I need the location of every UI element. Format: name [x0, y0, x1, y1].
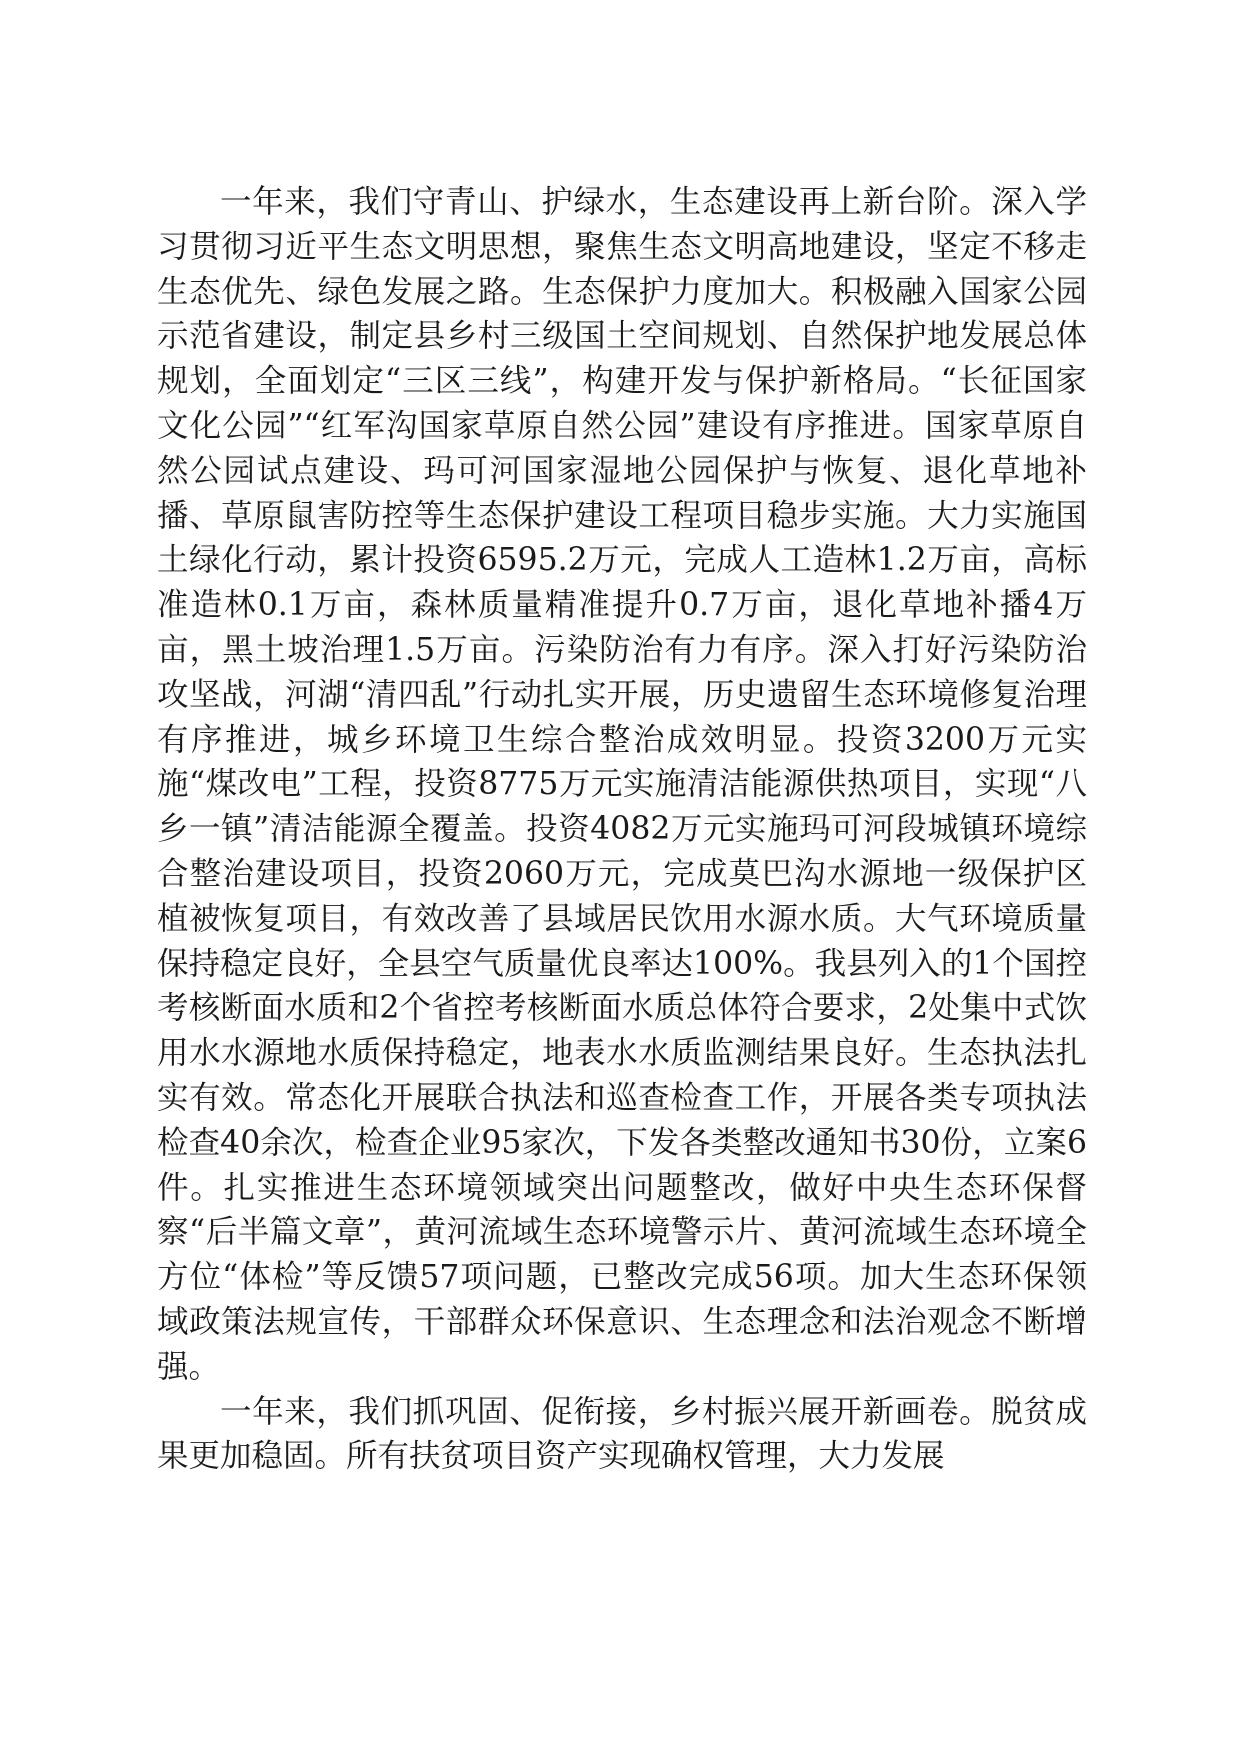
paragraph-ecology: 一年来，我们守青山、护绿水，生态建设再上新台阶。深入学习贯彻习近平生态文明思想，聚焦生态文明高地建设，坚定不移走生态优先、绿色发展之路。生态保护力度加大。积极融入国家公园示范省建设，制定县乡村三级国土空间规划、自然保护地发展总体规划，全面划定“三区三线”，构建开发与保护新格局。“长征国家文化公园”“红军沟国家草原自然公园”建设有序推进。国家草原自然公园试点建设、玛可河国家湿地公园保护与恢复、退化草地补播、草原鼠害防控等生态保护建设工程项目稳步实施。大力实施国土绿化行动，累计投资6595.2万元，完成人工造林1.2万亩，高标准造林0.1万亩，森林质量精准提升0.7万亩，退化草地补播4万亩，黑土坡治理1.5万亩。污染防治有力有序。深入打好污染防治攻坚战，河湖“清四乱”行动扎实开展，历史遗留生态环境修复治理有序推进，城乡环境卫生综合整治成效明显。投资3200万元实施“煤改电”工程，投资8775万元实施清洁能源供热项目，实现“八乡一镇”清洁能源全覆盖。投资4082万元实施玛可河段城镇环境综合整治建设项目，投资2060万元，完成莫巴沟水源地一级保护区植被恢复项目，有效改善了县域居民饮用水源水质。大气环境质量保持稳定良好，全县空气质量优良率达100%。我县列入的1个国控考核断面水质和2个省控考核断面水质总体符合要求，2处集中式饮用水水源地水质保持稳定，地表水水质监测结果良好。生态执法扎实有效。常态化开展联合执法和巡查检查工作，开展各类专项执法检查40余次，检查企业95家次，下发各类整改通知书30份，立案6件。扎实推进生态环境领域突出问题整改，做好中央生态环保督察“后半篇文章”，黄河流域生态环境警示片、黄河流域生态环境全方位“体检”等反馈57项问题，已整改完成56项。加大生态环保领域政策法规宣传，干部群众环保意识、生态理念和法治观念不断增强。 — [157, 184, 1087, 1385]
paragraph-rural-revitalization: 一年来，我们抓巩固、促衔接，乡村振兴展开新画卷。脱贫成果更加稳固。所有扶贫项目资产实现确权管理，大力发展 — [157, 1393, 1087, 1475]
body-text — [157, 180, 1087, 1479]
